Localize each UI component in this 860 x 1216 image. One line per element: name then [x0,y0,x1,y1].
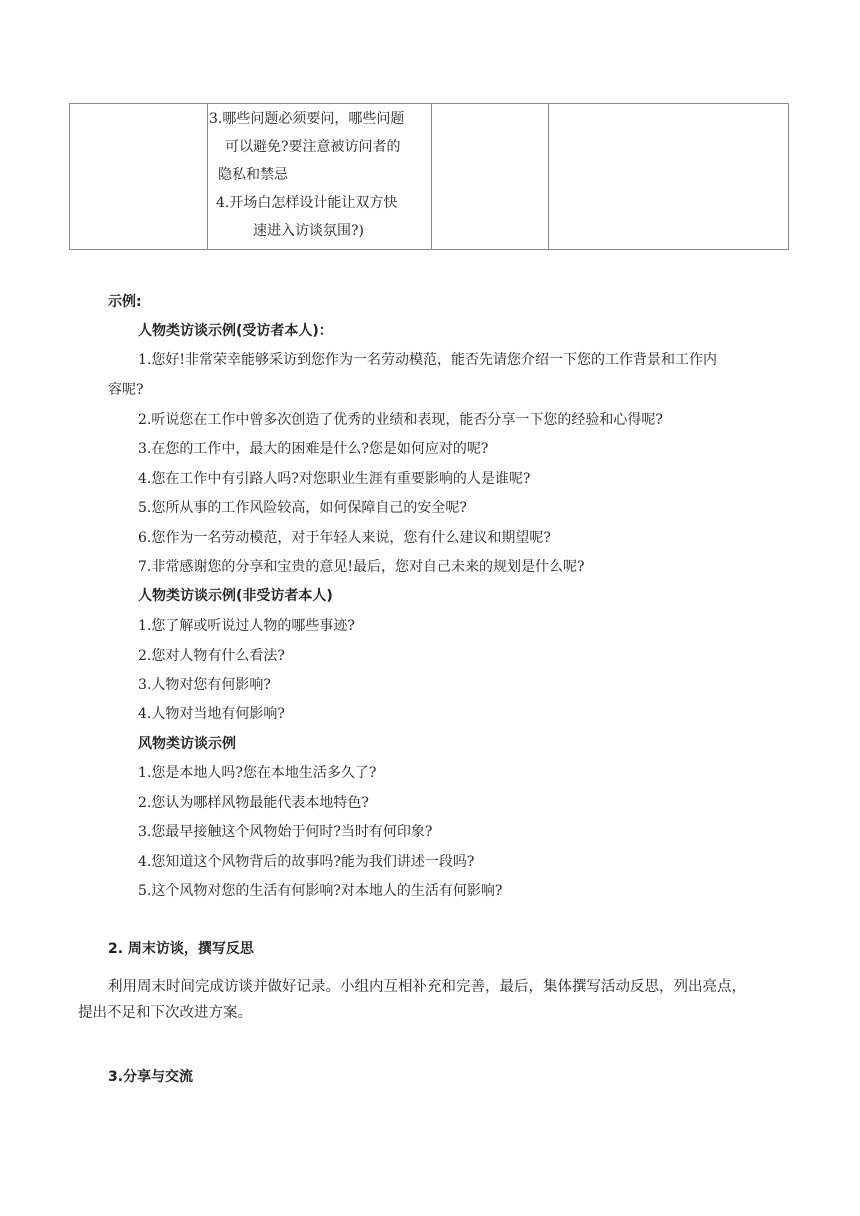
customs-title: 风物类访谈示例 [138,736,236,752]
list-item: 3.您最早接触这个风物始于何时?当时有何印象? [138,824,433,840]
examples-heading: 示例: [108,294,142,310]
list-item: 5.您所从事的工作风险较高，如何保障自己的安全呢? [138,500,467,516]
list-item: 1.您了解或听说过人物的哪些事迹? [138,618,355,634]
section2-paragraph-line: 利用周末时间完成访谈并做好记录。小组内互相补充和完善，最后，集体撰写活动反思，列出亮点， [108,979,746,995]
list-item: 2.您对人物有什么看法? [138,648,285,664]
table-cell [549,104,789,250]
list-item: 3.在您的工作中，最大的困难是什么?您是如何应对的呢? [138,441,489,457]
list-item: 4.您在工作中有引路人吗?对您职业生涯有重要影响的人是谁呢? [138,471,531,487]
table-cell [432,104,549,250]
plan-table [69,103,789,250]
list-item: 2.您认为哪样风物最能代表本地特色? [138,795,369,811]
list-item: 2.听说您在工作中曾多次创造了优秀的业绩和表现，能否分享一下您的经验和心得呢? [138,412,663,428]
person-self-title: 人物类访谈示例(受访者本人)： [138,323,333,339]
cell-line: 隐私和禁忌 [218,167,288,183]
section2-paragraph-line: 提出不足和下次改进方案。 [78,1005,252,1021]
list-item: 5.这个风物对您的生活有何影响?对本地人的生活有何影响? [138,883,503,899]
list-item: 3.人物对您有何影响? [138,677,271,693]
table-cell [70,104,208,250]
list-item: 6.您作为一名劳动模范，对于年轻人来说，您有什么建议和期望呢? [138,530,551,546]
section3-title: 3.分享与交流 [108,1069,194,1085]
list-item: 1.您是本地人吗?您在本地生活多久了? [138,765,377,781]
table-row [70,104,789,250]
list-item: 容呢? [108,382,144,398]
cell-line: 速进入访谈氛围?) [253,223,364,239]
section2-title: 2. 周末访谈，撰写反思 [108,941,254,957]
person-other-title: 人物类访谈示例(非受访者本人) [138,588,333,604]
list-item: 4.人物对当地有何影响? [138,706,285,722]
cell-line: 可以避免?要注意被访问者的 [225,139,401,155]
list-item: 7.非常感谢您的分享和宝贵的意见!最后，您对自己未来的规划是什么呢? [138,559,585,575]
table-cell-questions [208,104,432,250]
cell-line: 4.开场白怎样设计能让双方快 [216,195,398,211]
cell-line: 3.哪些问题必须要问，哪些问题 [209,111,405,127]
list-item: 1.您好!非常荣幸能够采访到您作为一名劳动模范，能否先请您介绍一下您的工作背景和工作内 [138,352,717,368]
list-item: 4.您知道这个风物背后的故事吗?能为我们讲述一段吗? [138,854,475,870]
